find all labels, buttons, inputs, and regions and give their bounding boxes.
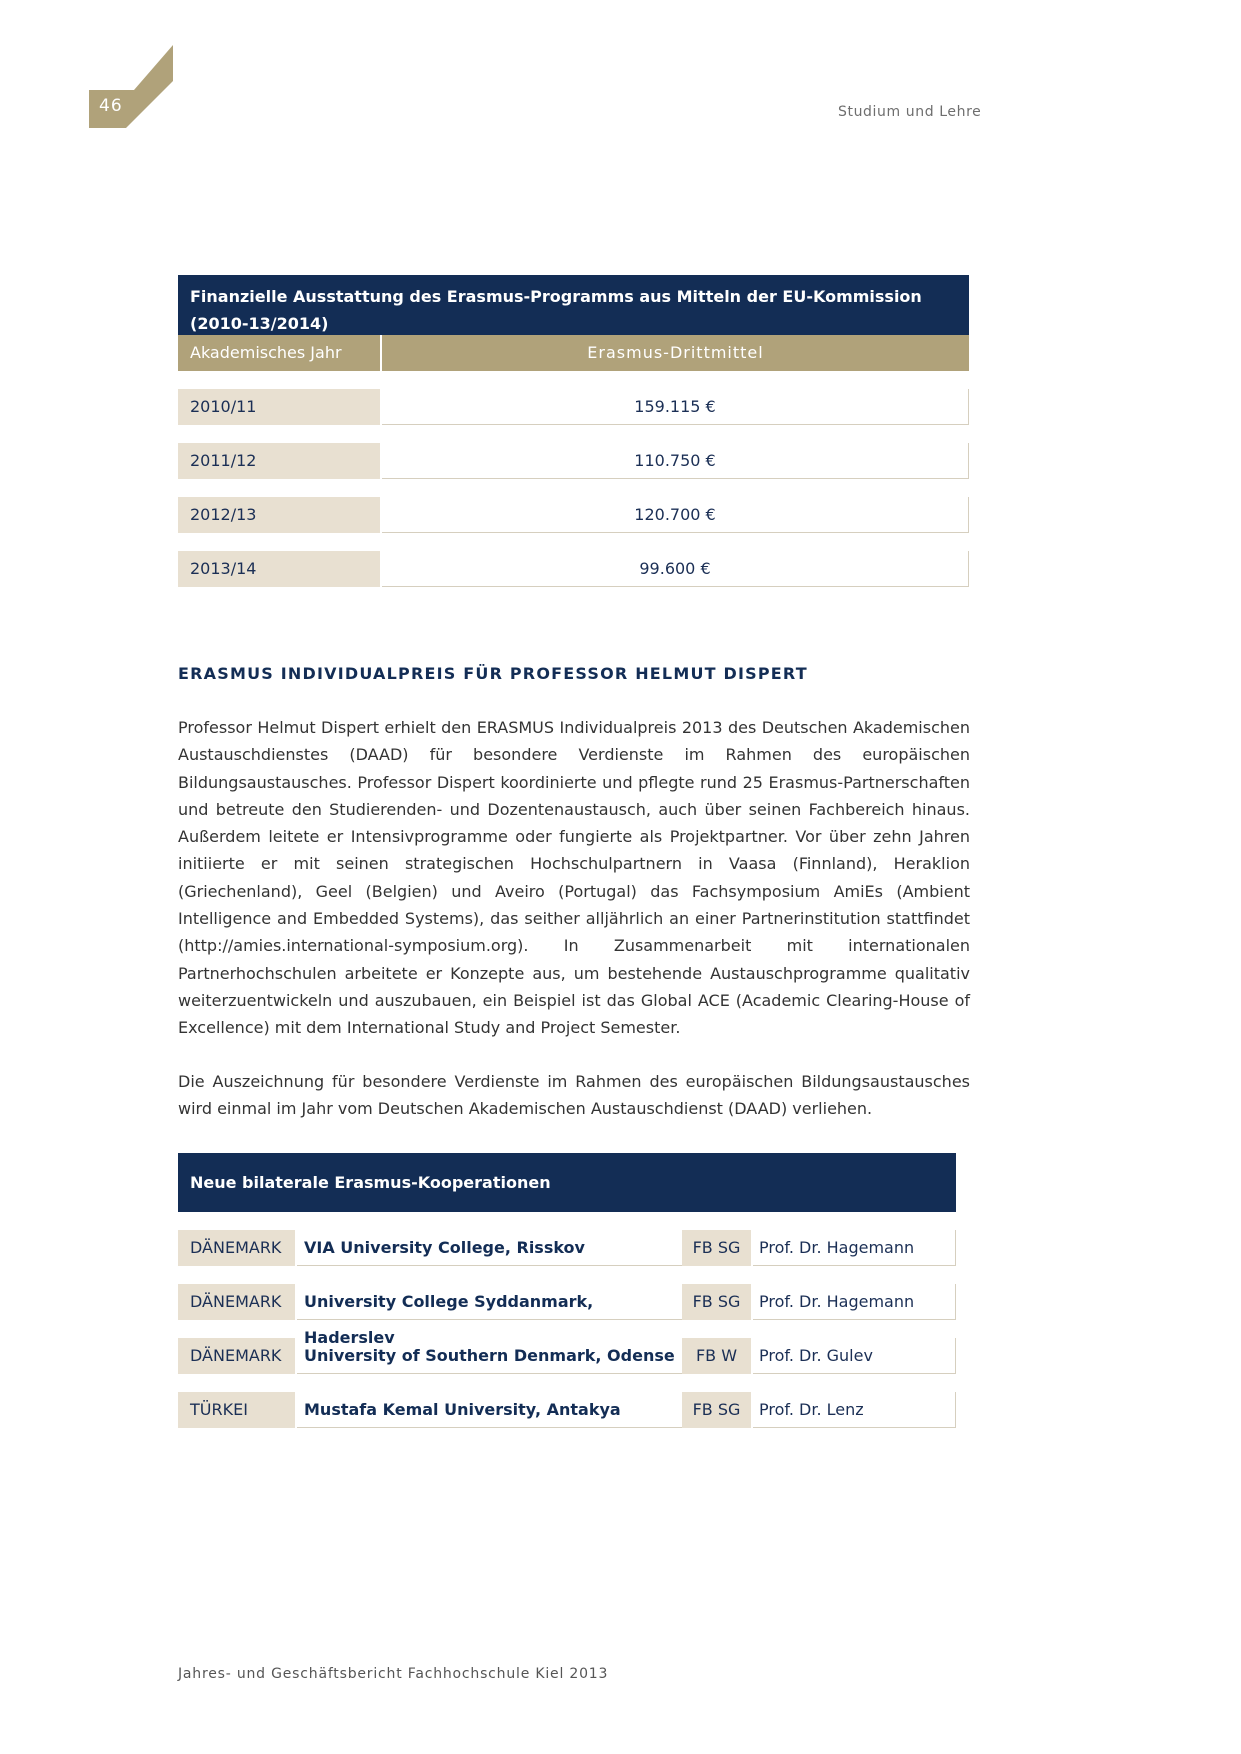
amount-cell: 159.115 € xyxy=(382,389,969,425)
institution-cell: University of Southern Denmark, Odense xyxy=(297,1338,682,1374)
professor-cell: Prof. Dr. Hagemann xyxy=(753,1284,956,1320)
table-row xyxy=(178,389,969,425)
country-cell: DÄNEMARK xyxy=(178,1284,297,1320)
institution-cell: Mustafa Kemal University, Antakya xyxy=(297,1392,682,1428)
department-cell: FB W xyxy=(682,1338,753,1374)
section-label: Studium und Lehre xyxy=(838,104,982,120)
table-row xyxy=(178,1284,956,1347)
table-row xyxy=(178,1338,956,1374)
funding-table-title: Finanzielle Ausstattung des Erasmus-Programms aus Mitteln der EU-Kommission (2010-13/2014) xyxy=(178,275,969,335)
footer-text: Jahres- und Geschäftsbericht Fachhochschule Kiel 2013 xyxy=(178,1666,609,1682)
professor-cell: Prof. Dr. Gulev xyxy=(753,1338,956,1374)
country-cell: DÄNEMARK xyxy=(178,1338,297,1374)
table-row xyxy=(178,1392,956,1428)
professor-cell: Prof. Dr. Hagemann xyxy=(753,1230,956,1266)
professor-cell: Prof. Dr. Lenz xyxy=(753,1392,956,1428)
cooperation-table xyxy=(178,1153,956,1428)
year-cell: 2012/13 xyxy=(178,497,382,533)
institution-cell: VIA University College, Risskov xyxy=(297,1230,682,1266)
column-header-amount: Erasmus-Drittmittel xyxy=(382,335,969,371)
table-row xyxy=(178,443,969,479)
amount-cell: 120.700 € xyxy=(382,497,969,533)
department-cell: FB SG xyxy=(682,1284,753,1320)
department-cell: FB SG xyxy=(682,1392,753,1428)
country-cell: TÜRKEI xyxy=(178,1392,297,1428)
funding-table xyxy=(178,275,969,587)
year-cell: 2010/11 xyxy=(178,389,382,425)
article-paragraph: Professor Helmut Dispert erhielt den ERASMUS Individualpreis 2013 des Deutschen Akademischen Austauschdienstes (DAAD) für besondere Verdienste im Rahmen des europäischen Bildungsaustausches. Professor Dispert koordinierte und pflegte rund 25 Erasmus-Partnerschaften und betreute den Studierenden- und Dozentenaustausch, auch über seinen Fachbereich hinaus. Außerdem leitete er Intensivprogramme oder fungierte als Projektpartner. Vor über zehn Jahren initiierte er mit seinen strategischen Hochschulpartnern in Vaasa (Finnland), Heraklion (Griechenland), Geel (Belgien) und Aveiro (Portugal) das Fachsymposium AmiEs (Ambient Intelligence and Embedded Systems), das seither alljährlich an einer Partnerinstitution stattfindet (http://amies.international-symposium.org). In Zusammenarbeit mit internationalen Partnerhochschulen arbeitete er Konzepte aus, um bestehende Austauschprogramme qualitativ weiterzuentwickeln und auszubauen, ein Beispiel ist das Global ACE (Academic Clearing-House of Excellence) mit dem International Study and Project Semester. xyxy=(178,718,970,1038)
column-header-year: Akademisches Jahr xyxy=(178,335,382,371)
table-row xyxy=(178,497,969,533)
amount-cell: 99.600 € xyxy=(382,551,969,587)
year-cell: 2011/12 xyxy=(178,443,382,479)
amount-cell: 110.750 € xyxy=(382,443,969,479)
institution-cell: University College Syddanmark, Haderslev xyxy=(297,1284,682,1320)
table-row xyxy=(178,1230,956,1266)
cooperation-table-title: Neue bilaterale Erasmus-Kooperationen xyxy=(178,1153,956,1212)
article-heading: ERASMUS INDIVIDUALPREIS FÜR PROFESSOR HELMUT DISPERT xyxy=(178,664,808,683)
article-paragraph: Die Auszeichnung für besondere Verdienste im Rahmen des europäischen Bildungsaustausches wird einmal im Jahr vom Deutschen Akademischen Austauschdienst (DAAD) verliehen. xyxy=(178,1072,970,1119)
department-cell: FB SG xyxy=(682,1230,753,1266)
table-row xyxy=(178,551,969,587)
year-cell: 2013/14 xyxy=(178,551,382,587)
page-number: 46 xyxy=(99,96,123,116)
country-cell: DÄNEMARK xyxy=(178,1230,297,1266)
funding-table-header xyxy=(178,335,969,371)
